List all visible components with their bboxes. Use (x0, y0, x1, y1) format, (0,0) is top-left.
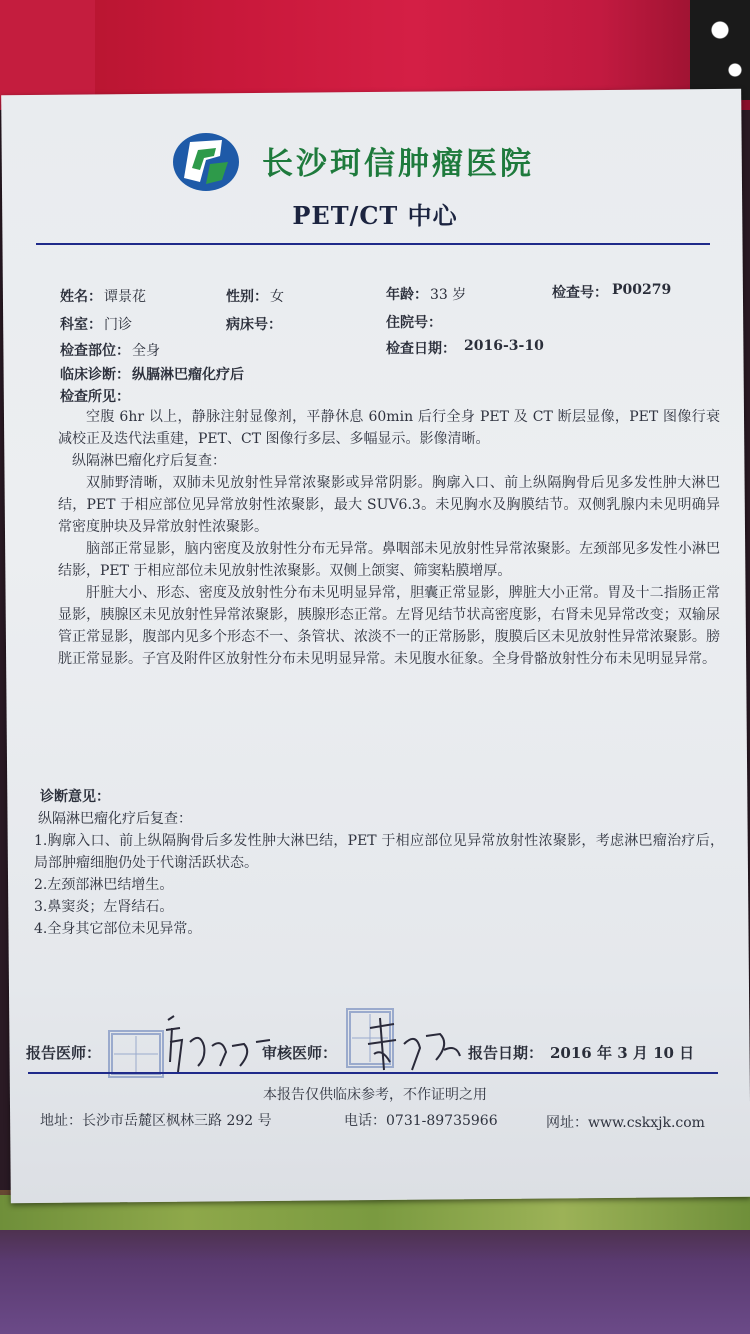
clinical-label: 临床诊断： (60, 367, 130, 383)
findings-paragraph: 双肺野清晰，双肺未见放射性异常浓聚影或异常阴影。胸廓入口、前上纵隔胸骨后见多发性肿大淋巴结，PET 于相应部位见异常放射性浓聚影，最大 SUV6.3。未见胸水及胸膜结节。双侧乳腺内未见明确异常密度肿块及异常放射性浓聚影。 (58, 475, 720, 535)
reporter-label: 报告医师： (26, 1044, 102, 1062)
exam-no-label: 检查号： (552, 285, 608, 301)
sex-label: 性别： (226, 289, 268, 305)
footer-disclaimer: 本报告仅供临床参考，不作证明之用 (263, 1087, 487, 1103)
diagnosis-item: 1.胸廓入口、前上纵隔胸骨后多发性肿大淋巴结，PET 于相应部位见异常放射性浓聚影，考虑淋巴瘤治疗后，局部肿瘤细胞仍处于代谢活跃状态。 (34, 833, 724, 871)
reporter-stamp-seal-icon (110, 1032, 162, 1076)
age-label: 年龄： (386, 287, 428, 303)
findings-heading: 检查所见： (60, 389, 130, 405)
findings-paragraph: 脑部正常显影，脑内密度及放射性分布无异常。鼻咽部未见放射性异常浓聚影。左颈部见多发性小淋巴结影，PET 于相应部位未见放射性浓聚影。双侧上颌窦、筛窦粘膜增厚。 (58, 541, 720, 579)
patient-dept: 门诊 (104, 317, 132, 333)
diagnosis-heading: 诊断意见： (40, 789, 110, 805)
diagnosis-item: 3.鼻窦炎；左肾结石。 (34, 899, 174, 915)
diagnosis-item: 4.全身其它部位未见异常。 (34, 921, 202, 937)
report-date-label: 报告日期： (468, 1044, 544, 1062)
background-top-left (0, 0, 95, 110)
report-date: 2016 年 3 月 10 日 (550, 1044, 695, 1062)
hospital-logo-icon (170, 130, 242, 194)
inpatient-label: 住院号： (386, 315, 442, 331)
footer-website: 网址：www.cskxjk.com (546, 1115, 705, 1131)
header-divider (36, 243, 710, 245)
center-title: PET/CT 中心 (292, 201, 458, 230)
patient-age: 33 岁 (430, 287, 467, 303)
bed-label: 病床号： (226, 317, 282, 333)
reporter-stamp (108, 1030, 164, 1078)
footer-divider (28, 1072, 718, 1074)
patient-name: 谭景花 (104, 289, 146, 305)
part-label: 检查部位： (60, 343, 130, 359)
exam-part: 全身 (132, 343, 160, 359)
dept-label: 科室： (60, 317, 102, 333)
findings-paragraph: 肝脏大小、形态、密度及放射性分布未见明显异常，胆囊正常显影，脾脏大小正常。胃及十二指肠正常显影，胰腺区未见放射性异常浓聚影，胰腺形态正常。左肾见结节状高密度影，右肾未见异常改变；双输尿管正常显影，腹部内见多个形态不一、条管状、浓淡不一的正常肠影，腹膜后区未见放射性异常浓聚影。膀胱正常显影。子宫及附件区放射性分布未见明显异常。未见腹水征象。全身骨骼放射性分布未见明显异常。 (58, 585, 720, 667)
clinical-diagnosis: 纵膈淋巴瘤化疗后 (132, 367, 244, 383)
reviewer-label: 审核医师： (262, 1044, 338, 1062)
exam-date: 2016-3-10 (464, 338, 544, 354)
diagnosis-item: 2.左颈部淋巴结增生。 (34, 877, 174, 893)
diagnosis-intro: 纵隔淋巴瘤化疗后复查： (38, 811, 192, 827)
footer-address: 地址：长沙市岳麓区枫林三路 292 号 (40, 1113, 272, 1129)
findings-paragraph: 空腹 6hr 以上，静脉注射显像剂，平静休息 60min 后行全身 PET 及 CT 断层显像，PET 图像行衰减校正及迭代法重建，PET、CT 图像行多层、多幅显示。影像清晰。 (58, 409, 720, 447)
footer-phone: 电话：0731-89735966 (344, 1113, 498, 1129)
hospital-name: 长沙珂信肿瘤医院 (262, 146, 534, 182)
exam-no: P00279 (612, 282, 672, 298)
exam-date-label: 检查日期： (386, 341, 456, 357)
patient-sex: 女 (270, 289, 284, 305)
name-label: 姓名： (60, 289, 102, 305)
background-dots (690, 0, 750, 100)
findings-paragraph: 纵隔淋巴瘤化疗后复查： (72, 453, 226, 469)
